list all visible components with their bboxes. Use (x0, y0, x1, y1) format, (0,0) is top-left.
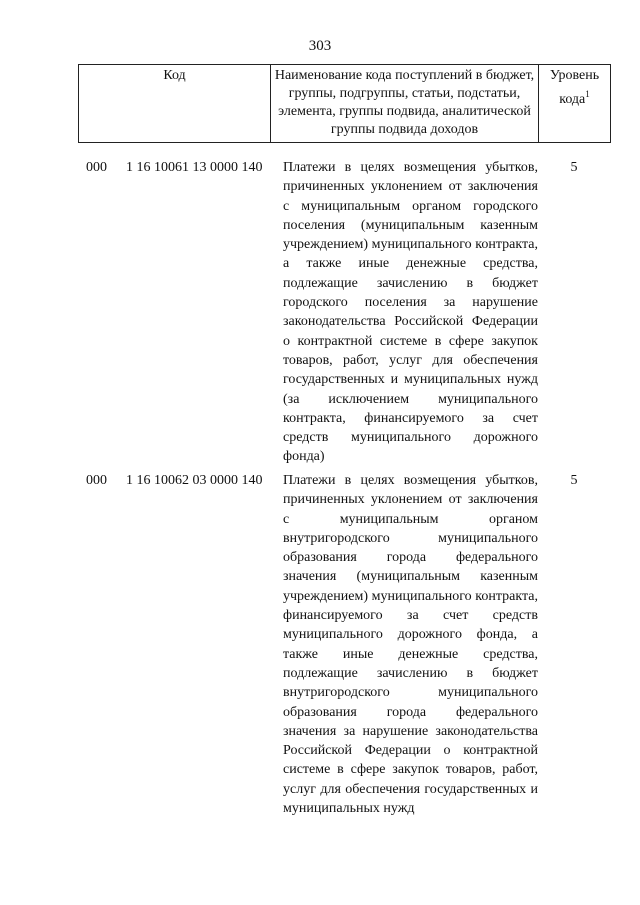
income-description: Платежи в целях возмещения убытков, причиненных уклонением от заключения с муниципальным органом внутригородского муниципального образования города федерального значения (муниципальным казенным учреждением) муниципального контракта, финансируемого за счет средств муниципального дорожного фонда, а также иные денежные средства, подлежащие зачислению в бюджет внутригородского муниципального образования города федерального значения за нарушение законодательства Российской Федерации о контрактной системе в сфере закупок товаров, работ, услуг для обеспечения государственных и муниципальных нужд (283, 473, 538, 817)
code-level: 5 (570, 160, 578, 175)
header-level-footnote: 1 (585, 89, 590, 99)
budget-code-cell (86, 471, 276, 547)
income-code: 1 16 10061 13 0000 140 (126, 160, 263, 175)
income-description: Платежи в целях возмещения убытков, причиненных уклонением от заключения с муниципальным органом городского поселения (муниципальным казенным учреждением) муниципального контракта, а также иные денежные средства, подлежащие зачислению в бюджет городского поселения за нарушение законодательства Российской Федерации о контрактной системе в сфере закупок товаров, работ, услуг для обеспечения государственных и муниципальных нужд (за исключением муниципального контракта, финансируемого за счет средств муниципального дорожного фонда) (283, 160, 538, 465)
admin-code: 000 (86, 473, 107, 488)
header-name: Наименование кода поступлений в бюджет, группы, подгруппы, статьи, подстатьи, элемента, группы подвида, аналитической группы подвида доходов (271, 65, 539, 143)
header-level (539, 65, 611, 143)
header-code: Код (79, 65, 271, 143)
table-header (78, 64, 611, 143)
page-number: 303 (308, 38, 332, 54)
header-level-label: Уровень кода (549, 68, 600, 107)
code-level: 5 (570, 473, 578, 488)
income-code: 1 16 10062 03 0000 140 (126, 473, 263, 488)
budget-code-cell (86, 158, 276, 234)
admin-code: 000 (86, 160, 107, 175)
